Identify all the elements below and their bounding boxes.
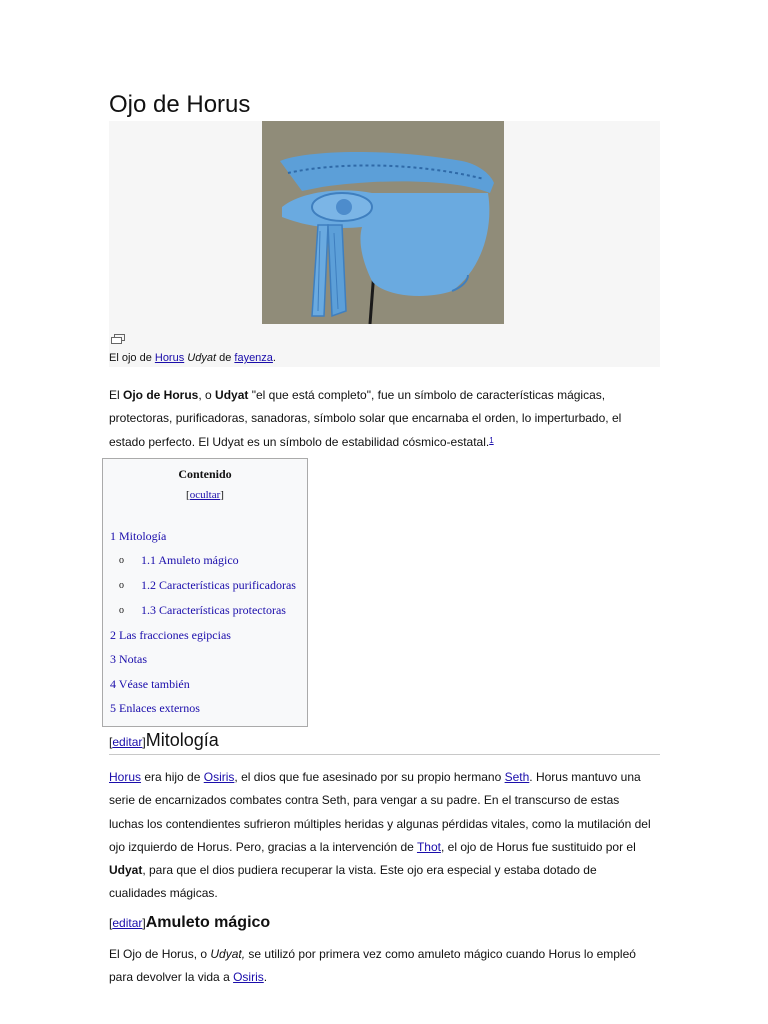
caption-text: El ojo de [109, 352, 155, 364]
toc-bullet: o [119, 605, 124, 616]
text: , el ojo de Horus fue sustituido por el [440, 839, 636, 854]
toc-item-notas[interactable]: 3 Notas [110, 652, 147, 666]
text: . Horus mantuvo una serie de encarnizados combates contra Seth, para vengar a su padre. En el transcurso de estas luchas los contendientes sufrieron múltiples heridas y algunas pérdidas vitales, como la mutilación del ojo izquierdo de Horus. Pero, gracias a la intervención de [109, 770, 651, 854]
bracket: ] [142, 916, 146, 930]
bracket: [ [186, 489, 190, 501]
caption-text: . [272, 352, 276, 364]
amuleto-paragraph [109, 943, 654, 990]
figure-caption [109, 352, 276, 364]
eye-of-horus-image[interactable] [262, 121, 504, 324]
bracket: ] [220, 489, 224, 501]
text: se utilizó por primera vez como amuleto mágico cuando Horus lo empleó para devolver la vida a [109, 947, 636, 985]
caption-link-fayenza[interactable]: fayenza [234, 352, 273, 364]
enlarge-icon[interactable] [111, 334, 125, 344]
text: "el que está completo", fue un símbolo de características mágicas, protectoras, purificadoras, sanadoras, símbolo solar que encarnaba el orden, lo imperturbado, el estado perfecto. El Udyat es un símbolo de estabilidad cósmico-estatal. [109, 388, 622, 449]
italic-term: Udyat, [210, 947, 246, 961]
toc-item-vease[interactable]: 4 Véase también [110, 677, 190, 691]
intro-paragraph [109, 384, 654, 454]
text: El [109, 388, 124, 402]
toc-title: Contenido [178, 467, 232, 481]
section-heading-mitologia [109, 729, 660, 755]
toc-item-fracciones[interactable]: 2 Las fracciones egipcias [110, 628, 231, 642]
toc-item-purificadoras[interactable]: 1.2 Características purificadoras [141, 578, 296, 592]
bracket: [ [109, 916, 113, 930]
bold-term: Udyat [109, 863, 143, 878]
figure [109, 121, 660, 367]
footnote-ref[interactable]: 1 [489, 435, 494, 445]
edit-section [109, 735, 146, 749]
page-title: Ojo de Horus [109, 90, 660, 123]
link-osiris[interactable]: Osiris [203, 770, 235, 784]
toc-toggle [103, 489, 307, 501]
link-osiris[interactable]: Osiris [233, 970, 264, 985]
edit-section [109, 916, 146, 930]
toc-item-protectoras[interactable]: 1.3 Características protectoras [141, 603, 286, 617]
text: , para que el dios pudiera recuperar la vista. Este ojo era especial y estaba dotado de cualidades mágicas. [109, 863, 597, 901]
link-horus[interactable]: Horus [109, 770, 142, 784]
heading-text: Amuleto mágico [145, 914, 271, 931]
bracket: [ [109, 735, 113, 749]
bold-term: Ojo de Horus [123, 388, 199, 402]
link-thot[interactable]: Thot [416, 839, 441, 854]
link-seth[interactable]: Seth [504, 770, 530, 784]
toc-bullet: o [119, 555, 124, 566]
toc-item-amuleto[interactable]: 1.1 Amuleto mágico [141, 553, 239, 567]
table-of-contents [102, 458, 308, 727]
bold-term: Udyat [215, 388, 249, 402]
mitologia-paragraph [109, 766, 654, 906]
edit-link[interactable]: editar [112, 735, 143, 749]
toc-item-enlaces[interactable]: 5 Enlaces externos [110, 701, 200, 715]
caption-link-horus[interactable]: Horus [154, 352, 185, 364]
edit-link[interactable]: editar [112, 916, 143, 930]
section-heading-amuleto [109, 913, 660, 933]
toc-item-mitologia[interactable]: 1 Mitología [110, 529, 167, 543]
caption-italic: Udyat [187, 352, 217, 364]
text: , el dios que fue asesinado por su propio hermano [234, 770, 505, 784]
text: era hijo de [141, 770, 204, 784]
toc-bullet: o [119, 580, 124, 591]
text: , o [198, 388, 216, 402]
heading-text: Mitología [145, 730, 219, 750]
text: . [263, 970, 268, 985]
text: El Ojo de Horus, o [109, 947, 211, 961]
bracket: ] [142, 735, 146, 749]
caption-text: de [216, 352, 235, 364]
toc-hide-link[interactable]: ocultar [189, 489, 221, 501]
